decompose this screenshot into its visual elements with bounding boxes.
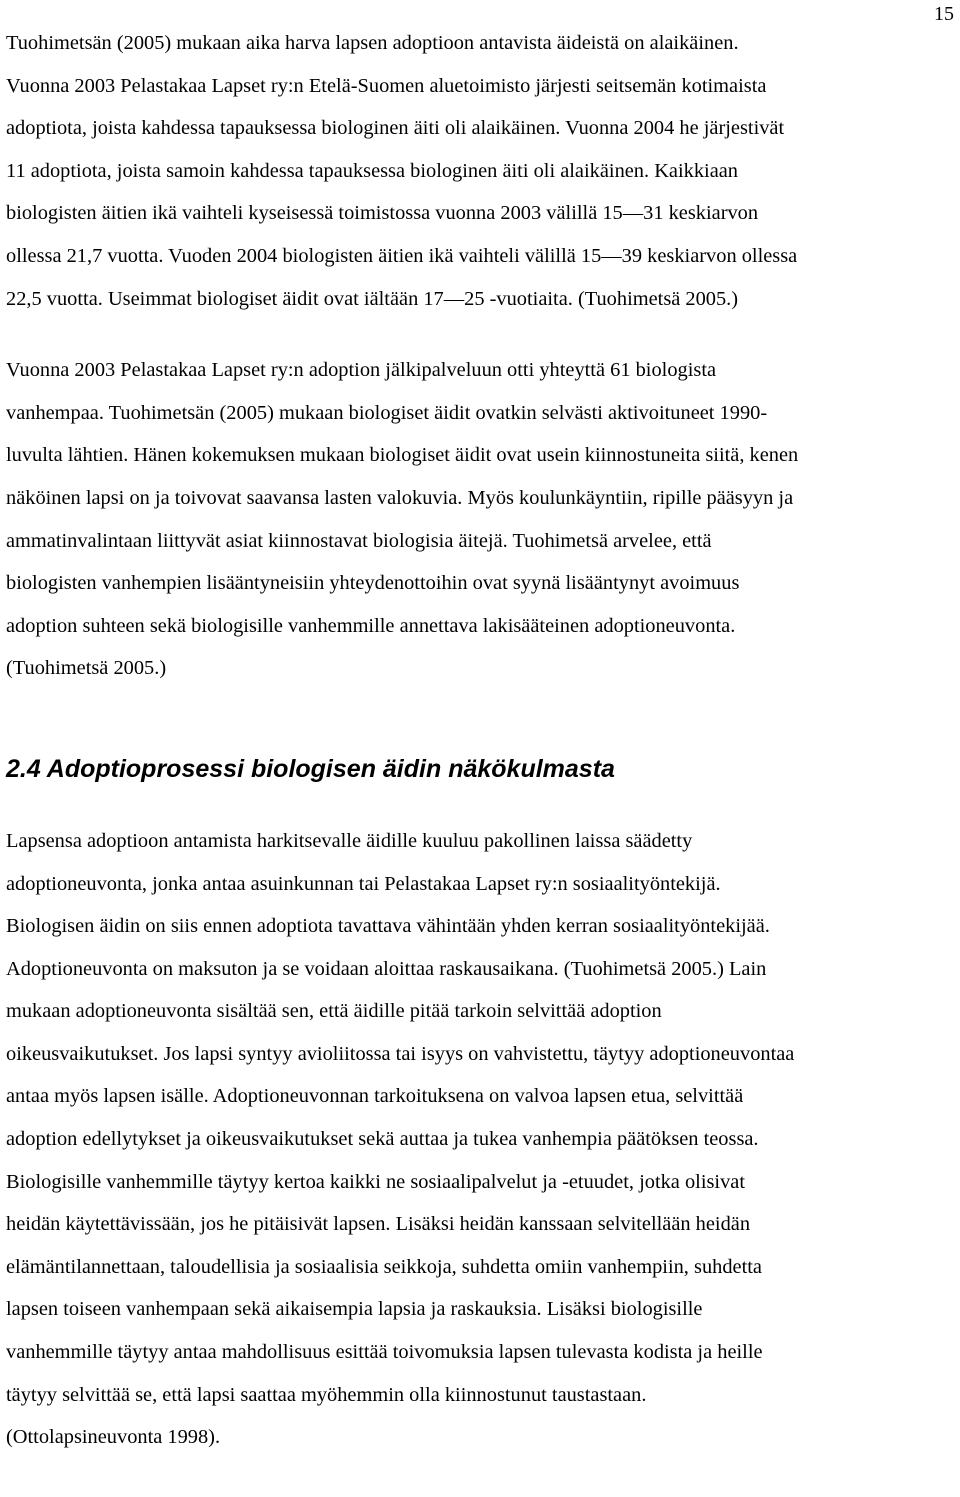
paragraph-post-adoption-services: Vuonna 2003 Pelastakaa Lapset ry:n adoption jälkipalveluun otti yhteyttä 61 biologista vanhempaa. Tuohimetsän (2005) mukaan biologiset äidit ovatkin selvästi aktivoituneet 1990- luvulta lähtien. Hänen kokemuksen mukaan biologiset äidit ovat usein kiinnostuneita siitä, kenen näköinen lapsi on ja toivovat saavansa lasten valokuvia. Myös koulunkäyntiin, ripille pääsyyn ja ammatinvalintaan liittyvät asiat kiinnostavat biologisia äitejä. Tuohimetsä arvelee, että biologisten vanhempien lisääntyneisiin yhteydenottoihin ovat syynä lisääntynyt avoimuus adoption suhteen sekä biologisille vanhemmille annettava lakisääteinen adoptioneuvonta. (Tuohimetsä 2005.) — [6, 359, 799, 680]
page-number: 15 — [934, 3, 954, 25]
paragraph-adoption-counseling: Lapsensa adoptioon antamista harkitsevalle äidille kuuluu pakollinen laissa säädetty adoptioneuvonta, jonka antaa asuinkunnan tai Pelastakaa Lapset ry:n sosiaalityöntekijä. Biologisen äidin on siis ennen adoptiota tavattava vähintään yhden kerran sosiaalityöntekijää. Adoptioneuvonta on maksuton ja se voidaan aloittaa raskausaikana. (Tuohimetsä 2005.) Lain mukaan adoptioneuvonta sisältää sen, että äidille pitää tarkoin selvittää adoption oikeusvaikutukset. Jos lapsi syntyy avioliitossa tai isyys on vahvistettu, täytyy adoptioneuvontaa antaa myös lapsen isälle. Adoptioneuvonnan tarkoituksena on valvoa lapsen etua, selvittää adoption edellytykset ja oikeusvaikutukset sekä auttaa ja tukea vanhempia päätöksen teossa. Biologisille vanhemmille täytyy kertoa kaikki ne sosiaalipalvelut ja -etuudet, jotka olisivat heidän käytettävissään, jos he pitäisivät lapsen. Lisäksi heidän kanssaan selvitellään heidän elämäntilannettaan, taloudellisia ja sosiaalisia seikkoja, suhdetta omiin vanhempiin, suhdetta lapsen toiseen vanhempaan sekä aikaisempia lapsia ja raskauksia. Lisäksi biologisille vanhemmille täytyy antaa mahdollisuus esittää toivomuksia lapsen tulevasta kodista ja heille täytyy selvittää se, että lapsi saattaa myöhemmin olla kiinnostunut taustastaan. (Ottolapsineuvonta 1998). — [6, 829, 795, 1449]
document-body — [6, 22, 956, 1459]
section-heading: 2.4 Adoptioprosessi biologisen äidin näkökulmasta — [6, 754, 615, 783]
paragraph-teen-mothers: Tuohimetsän (2005) mukaan aika harva lapsen adoptioon antavista äideistä on alaikäinen. Vuonna 2003 Pelastakaa Lapset ry:n Etelä-Suomen aluetoimisto järjesti seitsemän kotimaista adoptiota, joista kahdessa tapauksessa biologinen äiti oli alaikäinen. Vuonna 2004 he järjestivät 11 adoptiota, joista samoin kahdessa tapauksessa biologinen äiti oli alaikäinen. Kaikkiaan biologisten äitien ikä vaihteli kyseisessä toimistossa vuonna 2003 välillä 15—31 keskiarvon ollessa 21,7 vuotta. Vuoden 2004 biologisten äitien ikä vaihteli välillä 15—39 keskiarvon ollessa 22,5 vuotta. Useimmat biologiset äidit ovat iältään 17—25 -vuotiaita. (Tuohimetsä 2005.) — [6, 32, 798, 310]
